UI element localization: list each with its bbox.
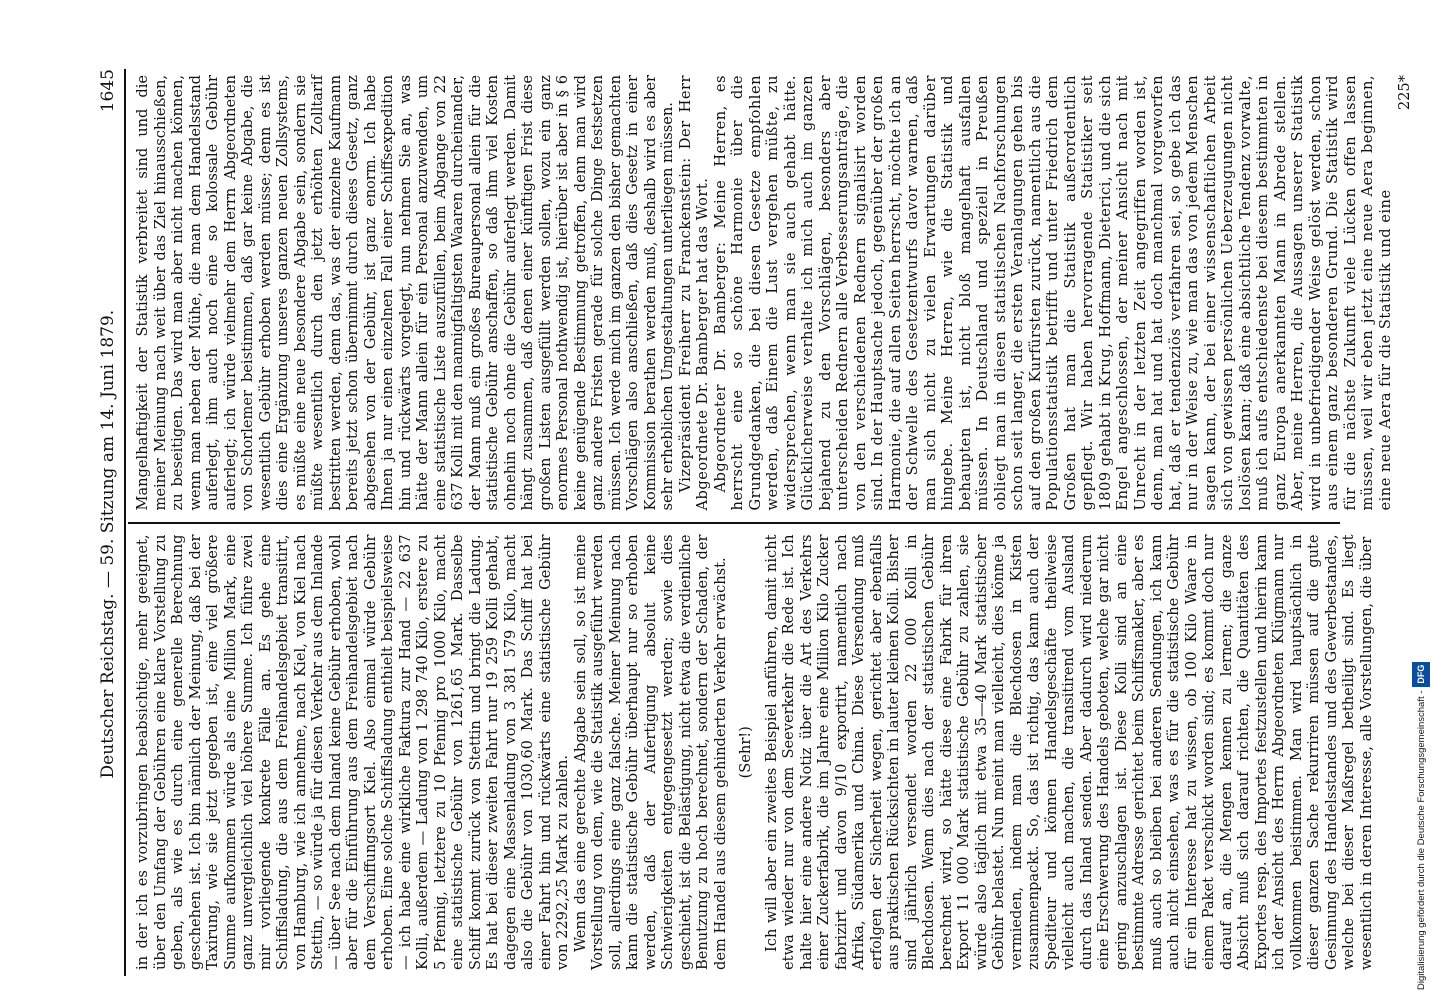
credit-text: Digitalisierung gefördert durch die Deutsche Forschungsgemeinschaft -	[1416, 690, 1427, 990]
speaker-paragraph: Abgeordneter Dr. Bamberger: Meine Herren, es herrscht eine so schöne Harmonie über die Grundgedanken, die bei diesen Gesetze empfohlen werden, daß Einem die Lust vergehen müßte, zu widersprechen, wenn man sie auch gehabt hätte. Glücklicherweise verhalte ich mich auch im ganzen bejahend zu den Vorschlägen, besonders aber unterscheiden Rednern alle Verbesserungsanträge, die von den verschiedenen Rednern signalisirt worden sind. In der Hauptsache jedoch, gegenüber der großen Harmonie, die auf allen Seiten herrscht, möchte ich an der Schwelle des Gesetzentwurfs davor warnen, daß man sich nicht zu vielen Erwartungen darüber hingebe. Meine Herren, wie die Statistik und behaupten ist, nicht bloß mangelhaft ausfallen müssen. In Deutschland und speziell in Preußen obliegt man in diesen statistischen Nachforschungen schon seit langer, die ersten Veranlagungen gehen bis auf den großen Kurfürsten zurück, namentlich aus die Populationsstatistik betrifft und unter Friedrich dem Großen hat man die Statistik außerordentlich gepflegt. Wir haben hervorragende Statistiker seit 1809 gehabt in Krug, Hoffmann, Dieterici, und die sich Engel angeschlossen, der meiner Ansicht nach mit Unrecht in der letzten Zeit angegriffen worden ist, denn, man hat und hat doch manchmal vorgeworfen hat, daß er tendenziös verfahren sei, so gebe ich das nur in der Weise zu, wie man das von jedem Menschen sagen kann, der bei einer wissenschaftlichen Arbeit sich von gewissen persönlichen Ueberzeugungen nicht loslösen kann; daß eine absichtliche Tendenz vorwalte, muß ich aufs entschiedenste bei diesem bestimmten in ganz Europa anerkannten Mann in Abrede stellen. Aber, meine Herren, die Aussagen unserer Statistik wird in unbefriedigender Weise gelöst werden, schon aus einem ganz besonderen Grund. Die Statistik wird für die nächste Zukunft viele Lücken offen lassen müssen, weil wir eben jetzt eine neue Aera beginnen, eine neue Aera für die Statistik und eine	[711, 75, 1394, 511]
paragraph: in der ich es vorzubringen beabsichtige, mehr geeignet, über den Umfang der Gebühren eine klare Vorstellung zu geben, als wie es durch eine generelle Berechnung geschehen ist. Ich bin nämlich der Meinung, daß bei der Taxirung, wie sie jetzt gegeben ist, eine viel größere Summe aufkommen würde als eine Million Mark, eine ganz unvergleichlich viel höhere Summe. Ich führe zwei mir vorliegende konkrete Fälle an. Es gehe eine Schiffsladung, die aus dem Freihandelsgebiet transitirt, von Hamburg, wie ich annehme, nach Kiel, von Kiel nach Stettin, — so würde ja für diesen Verkehr aus dem Inlande — über See nach dem Inland keine Gebühr erhoben, wohl aber für die Einführung aus dem Freihandelsgebiet nach dem Verschiffungsort Kiel. Also einmal würde Gebühr erhoben. Eine solche Schiffsladung enthielt beispielsweise — ich habe eine wirkliche Faktura zur Hand — 22 637 Kolli, außerdem — Ladung von 1 298 740 Kilo, erstere zu 5 Pfennig, letztere zu 10 Pfennig pro 1000 Kilo, macht eine statistische Gebühr von 1261,65 Mark. Dasselbe Schiff kommt zurück von Stettin und bringt die Ladung. Es hat bei dieser zweiten Fahrt nur 19 259 Kolli gehabt, dagegen eine Massenladung von 3 381 579 Kilo, macht also die Gebühr von 1030,60 Mark. Das Schiff hat bei einer Fahrt hin und rückwärts eine statistische Gebühr von 2292,25 Mark zu zahlen.	[134, 534, 571, 970]
paragraph: Wenn das eine gerechte Abgabe sein soll, so ist meine Vorstellung von dem, wie die Statistik ausgeführt werden soll, allerdings eine ganz falsche. Meiner Meinung nach kann die statistische Gebühr überhaupt nur so erhoben werden, daß der Aufertigung absolut keine Schwierigkeiten entgegengesetzt werden; sowie dies geschieht, ist die Belästigung, nicht etwa die verdienliche Benutzung zu hoch berechnet, sondern der Schaden, der dem Handel aus diesem gehinderten Verkehr erwächst.	[571, 534, 729, 970]
page-number: 1645	[98, 69, 118, 113]
header-title: Deutscher Reichstag. — 59. Sitzung am 14. Juni 1879.	[98, 309, 118, 779]
text-columns	[128, 69, 1413, 976]
signature-mark: 225*	[1396, 75, 1413, 111]
interjection: (Sehr!)	[737, 726, 754, 779]
paragraph: Mangelhaftigkeit der Statistik verbreitet sind und die meiner Meinung nach weit über das Ziel hinausschießen, zu beseitigen. Das wird man aber nicht machen können, wenn man neben der Mühe, die man dem Handelsstand auferlegt, ihm auch noch eine so kolossale Gebühr auferlegt; ich würde vielmehr dem Herrn Abgeordneten von Schorlemer beistimmen, daß gar keine Abgabe, die wesentlich Gebühr erhoben werden müsse; denn es ist dies eine Ergänzung unseres ganzen neuen Zollsystems, es müßte eine neue besondere Abgabe sein, sondern sie müßte wesentlich durch den jetzt erhöhten Zolltarif bestritten werden, denn das, was der einzelne Kaufmann bereits jetzt schon übernimmt durch dieses Gesetz, ganz abgesehen von der Gebühr, ist ganz enorm. Ich habe Ihnen ja nur einen einzelnen Fall einer Schiffsexpedition hin und rückwärts vorgelegt, nun nehmen Sie an, was hätte der Mann allein für ein Personal anzuwenden, um eine statistische Liste auszufüllen, beim Abgange von 22 637 Kolli mit den mannigfaltigsten Waaren durcheinander, der Mann muß ein großes Bureaupersonal allein für die statistische Gebühr anschaffen, so daß ihm viel Kosten ohnehin noch ohne die Gebühr auferlegt werden. Damit hängt zusammen, daß denen einer künftigen Frist diese großen Listen ausgefüllt werden sollen, wozu ein ganz enormes Personal nothwendig ist, hierüber ist aber in § 6 keine genügende Bestimmung getroffen, denn man wird ganz andere Fristen gerade für solche Dinge festsetzen müssen. Ich werde mich im ganzen den bisher gemachten Vorschlägen also anschließen, daß dies Gesetz in einer Kommission berathen werden muß, deshalb wird es aber sehr erheblichen Umgestaltungen unterliegen müssen.	[134, 75, 676, 511]
right-column	[128, 69, 1413, 523]
digitization-credit	[1412, 10, 1430, 990]
speaker-paragraph: Vizepräsident Freiherr zu Franckenstein: Der Herr Abgeordnete Dr. Bamberger hat das Wort.	[676, 75, 711, 511]
header-rule	[124, 69, 126, 976]
dfg-logo: DFG	[1412, 662, 1430, 687]
page-header	[96, 69, 118, 976]
left-column	[128, 525, 1375, 977]
column-divider	[128, 523, 1340, 525]
paragraph: Ich will aber ein zweites Beispiel anführen, damit nicht etwa wieder nur von dem Seeverkehr die Rede ist. Ich halte hier eine andere Notiz über die Art des Verkehrs einer Zuckerfabrik, die im Jahre eine Million Kilo Zucker fabrizirt und davon 9/10 exportirt, namentlich nach Afrika, Südamerika und China. Diese Versendung muß erfolgen der Sicherheit wegen, gerichtet aber ebenfalls aus praktischen Rücksichten in lauter kleinen Kolli. Bisher sind jährlich versendet worden 22 000 Kolli in Blechdosen. Wenn dies nach der statistischen Gebühr berechnet wird, so hätte diese eine Fabrik für ihren Export 11 000 Mark statistische Gebühr zu zahlen, sie würde also täglich mit etwa 35—40 Mark statistischer Gebühr belastet. Nun meint man vielleicht, dies könne ja vermieden, indem man die Blechdosen in Kisten zusammenpackt. So, das ist richtig, das kann auch der Spediteur und können Handelsgeschäfte theilweise vielleicht auch machen, die transitirend vom Ausland durch das Inland senden. Aber dadurch wird niederum eine Erschwerung des Handels geboten, welche gar nicht gering anzuschlagen ist. Diese Kolli sind an eine bestimmte Adresse gerichtet beim Schiffsmakler, aber es muß auch so bleiben bei anderen Sendungen, ich kann auch nicht einsehen, was es für die statistische Gebühr für ein Interesse hat zu wissen, ob 100 Kilo Waare in einem Paket verschickt worden sind; es kommt doch nur darauf an, die Mengen kennen zu lernen; die ganze Absicht muß sich darauf richten, die Quantitäten des Exportes resp. des Importes festzustellen und hierin kann ich der Ansicht des Herrn Abgeordneten Klügmann nur vollkommen beistimmen. Man wird hauptsächlich in dieser ganzen Sache rekurriren müssen auf die gute Gesinnung des Handelsstandes und des Gewerbestandes, welche bei dieser Maßregel betheiligt sind. Es liegt wesentlich in deren Interesse, alle Vorstellungen, die über	[762, 534, 1375, 970]
newspaper-page	[86, 55, 1413, 990]
